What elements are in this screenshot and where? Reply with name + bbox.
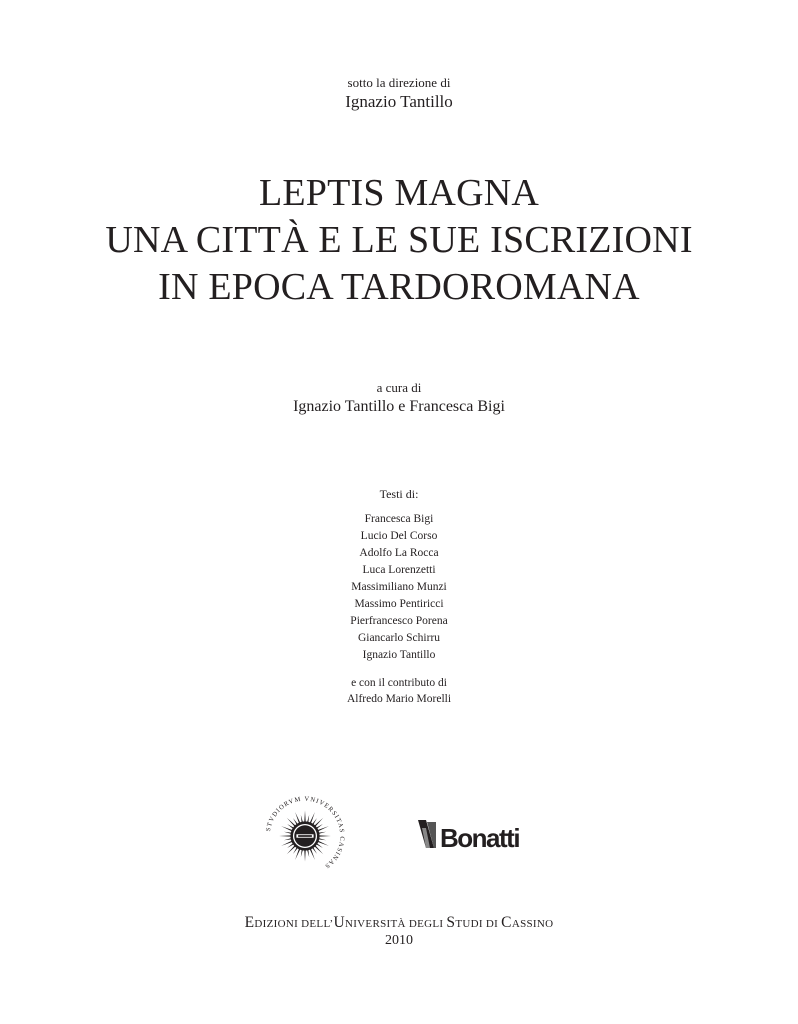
authors-list bbox=[0, 511, 798, 664]
author-name: Lucio Del Corso bbox=[360, 530, 438, 542]
title-line: UNA CITTÀ E LE SUE ISCRIZIONI bbox=[105, 219, 693, 261]
publisher-text: EDIZIONI DELL’UNIVERSITÀ DEGLI STUDI DI CASSINO bbox=[244, 914, 554, 931]
title-line: IN EPOCA TARDOROMANA bbox=[158, 266, 640, 308]
author-name: Ignazio Tantillo bbox=[362, 649, 436, 661]
direction-label: sotto la direzione di bbox=[347, 75, 451, 90]
author-name: Pierfrancesco Porena bbox=[350, 615, 448, 627]
texts-label: Testi di: bbox=[379, 487, 419, 501]
author-name: Massimo Pentiricci bbox=[354, 598, 444, 610]
publisher-name bbox=[0, 914, 798, 933]
contribution-label: e con il contributo di bbox=[351, 677, 447, 689]
author-name: Adolfo La Rocca bbox=[359, 547, 439, 559]
title-line: LEPTIS MAGNA bbox=[258, 172, 539, 214]
author-name: Massimiliano Munzi bbox=[351, 581, 447, 593]
editors-names: Ignazio Tantillo e Francesca Bigi bbox=[293, 398, 505, 415]
bonatti-wordmark: Bonatti bbox=[440, 823, 520, 853]
publication-year: 2010 bbox=[385, 933, 413, 948]
university-seal-logo bbox=[262, 793, 348, 879]
author-name: Giancarlo Schirru bbox=[357, 632, 441, 644]
author-name: Francesca Bigi bbox=[364, 513, 434, 525]
bonatti-logo bbox=[416, 814, 534, 854]
author-name: Luca Lorenzetti bbox=[362, 564, 436, 576]
seal-inscription: STVDIORVM VNIVERSITAS CASINAS bbox=[265, 795, 346, 870]
director-name: Ignazio Tantillo bbox=[345, 92, 453, 111]
editors-label: a cura di bbox=[376, 380, 422, 395]
book-title bbox=[0, 170, 798, 311]
bonatti-mark-icon bbox=[418, 820, 436, 848]
contributor-name: Alfredo Mario Morelli bbox=[346, 693, 452, 705]
